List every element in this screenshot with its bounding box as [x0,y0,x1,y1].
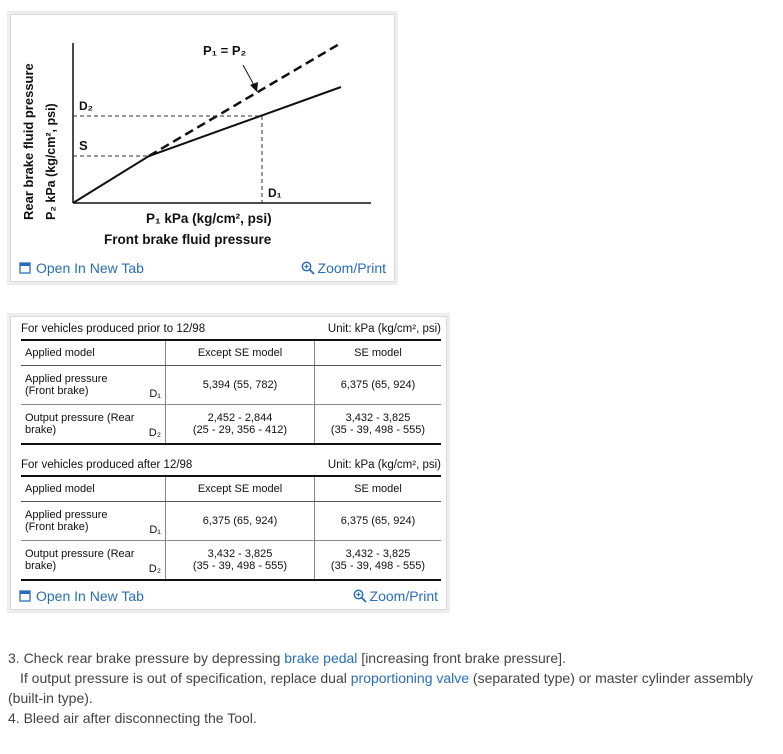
proportioning-valve-link[interactable]: proportioning valve [350,670,470,686]
open-in-new-tab-link[interactable] [19,260,144,276]
zoom-icon [353,589,367,603]
section-caption: For vehicles produced prior to 12/98 [21,323,206,335]
table-row [21,366,441,405]
row-label: Output pressure (Rear brake) [25,412,135,436]
y-axis-label-p2: P₂ kPa (kg/cm², psi) [44,103,58,220]
header-applied-model: Applied model [21,340,166,366]
zoom-print-label: Zoom/Print [369,588,438,604]
x-axis-label-p1: P₁ kPa (kg/cm², psi) [146,211,272,226]
equal-pressure-line [149,43,341,156]
step-4: 4. Bleed air after disconnecting the Tool. [8,710,257,726]
header-se: SE model [315,340,442,366]
step-text: (separated type) or master cylinder assembly (built-in type). [8,670,754,706]
value-line: (25 - 29, 356 - 412) [192,424,288,436]
value-except-se: 5,394 (55, 782) [166,366,315,405]
value-line: 3,432 - 3,825 [207,548,273,560]
spec-table [21,475,441,581]
row-label: Output pressure (Rear brake) [25,548,135,572]
row-label-cell [21,541,166,581]
value-se [315,405,442,445]
open-in-new-tab-label: Open In New Tab [36,260,144,276]
value-line: 2,452 - 2,844 [207,412,273,424]
table-row [21,405,441,445]
table-row [21,502,441,541]
unit-label: Unit: kPa (kg/cm², psi) [327,459,441,471]
d1-label: D₁ [268,186,282,200]
header-except-se: Except SE model [166,340,315,366]
zoom-print-label: Zoom/Print [317,260,386,276]
header-except-se: Except SE model [166,476,315,502]
step-text: 3. Check rear brake pressure by depressing [8,650,285,666]
value-line: 3,432 - 3,825 [345,412,411,424]
brake-pedal-link[interactable]: brake pedal [284,650,358,666]
section-caption: For vehicles produced after 12/98 [21,459,193,471]
table-row [21,541,441,581]
value-line: (35 - 39, 498 - 555) [330,424,426,436]
figure1-footer [11,257,394,281]
step-3 [8,648,778,668]
step-text: [increasing front brake pressure]. [357,650,566,666]
value-se: 6,375 (65, 924) [315,366,442,405]
x-axis-label-front: Front brake fluid pressure [104,232,272,247]
spec-table [21,339,441,445]
zoom-print-link[interactable] [353,588,438,604]
row-label-cell [21,502,166,541]
y-axis-label-rear: Rear brake fluid pressure [21,63,36,220]
value-line: (35 - 39, 498 - 555) [330,560,426,572]
table-header-row [21,340,441,366]
row-symbol: D₂ [148,427,161,439]
zoom-print-link[interactable] [301,260,386,276]
equal-line-label: P₁ = P₂ [203,43,247,58]
spec-section-prior [21,321,441,445]
row-symbol: D₂ [148,563,161,575]
row-label-cell [21,405,166,445]
value-except-se: 6,375 (65, 924) [166,502,315,541]
value-except-se [166,541,315,581]
output-pressure-curve [73,87,341,203]
unit-label: Unit: kPa (kg/cm², psi) [327,323,441,335]
table-header-row [21,476,441,502]
header-se: SE model [315,476,442,502]
pressure-graph [11,15,394,255]
s-label: S [79,138,88,153]
row-label: Applied pressure (Front brake) [25,373,108,397]
procedure-steps [8,648,778,728]
zoom-icon [301,261,315,275]
specification-table-figure [10,316,447,610]
row-label-cell [21,366,166,405]
header-applied-model: Applied model [21,476,166,502]
open-in-new-tab-label: Open In New Tab [36,588,144,604]
d2-label: D₂ [79,99,93,113]
open-in-new-tab-link[interactable] [19,588,144,604]
open-window-icon [19,590,31,602]
row-symbol: D₁ [149,388,161,400]
row-symbol: D₁ [149,524,161,536]
figure2-footer [11,585,446,609]
value-line: 3,432 - 3,825 [345,548,411,560]
step-text: If output pressure is out of specification, replace dual [20,670,351,686]
value-se: 6,375 (65, 924) [315,502,442,541]
open-window-icon [19,262,31,274]
value-se [315,541,442,581]
step-3-note [0,668,778,708]
row-label: Applied pressure (Front brake) [25,509,108,533]
value-line: (35 - 39, 498 - 555) [192,560,288,572]
equal-line-pointer [243,65,255,87]
pointer-arrowhead [250,82,258,92]
pressure-graph-figure [10,14,395,282]
spec-section-after [21,457,441,581]
value-except-se [166,405,315,445]
